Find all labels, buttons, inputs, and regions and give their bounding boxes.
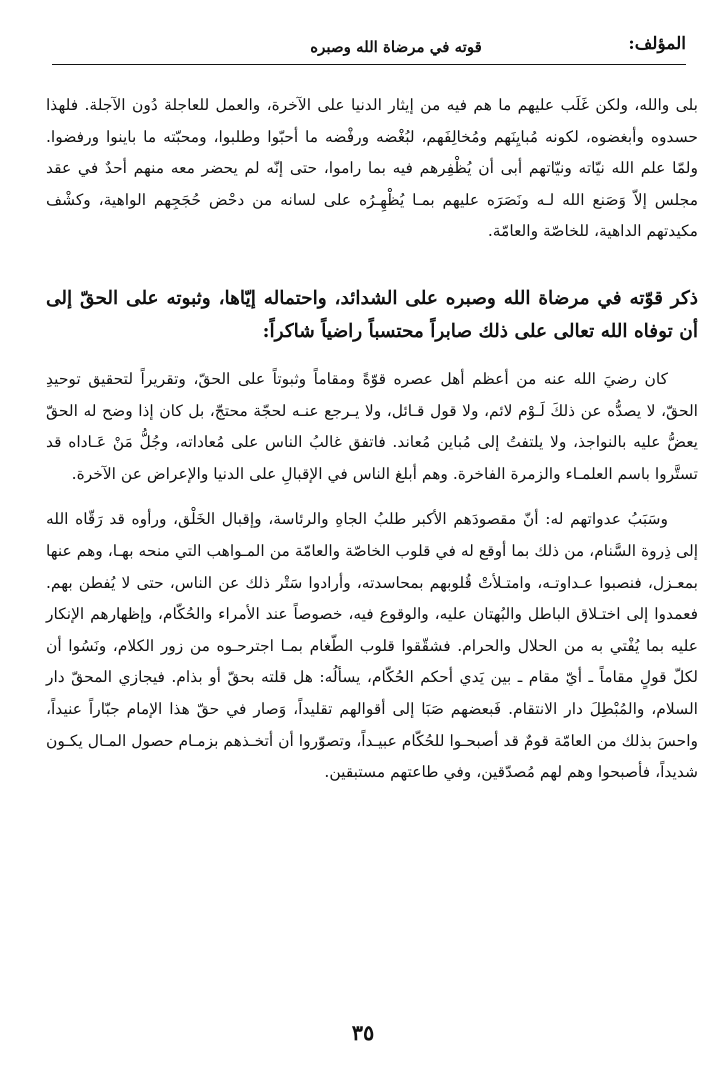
- paragraph: [46, 504, 698, 788]
- paragraph-text: وسَبَبُ عدواتهم له: أنّ مقصودَهم الأكبر طلبُ الجاهِ والرئاسة، وإقبال الخَلْق، ورأوه قد رَقّاه الله إلى ذِروة السَّنام، من ذلك بما أوقع له في قلوب الخاصّة والعامّة من المـواهب التي منحه بهـا، وهم عنها بمعـزل، فنصبوا عـداوتـه، وامتـلأتْ قُلوبهم بمحاسدته، وأرادوا سَتْر ذلك عن الناس، حتى لا يُفطن بهم. فعمدوا إلى اختـلاق الباطل والبُهتان عليه، والوقوع فيه، خصوصاً عند الأمراء والحُكّام، وإظهارهم الإنكار عليه بما يُفْتي به من الحلال والحرام. فشقّقوا قلوب الطّغام بمـا اجترحـوه من زور الكلام، ونَسُوا أن لكلّ قولٍ مقاماً ـ أيّ مقام ـ بين يَدي أحكم الحُكّام، يسألُه: هل قلته بحقّ أو بذام. فيجازي المحقّ دار السلام، والمُبْطِلَ دار الانتقام. فَبعضهم صَبَا إلى أقوالهم تقليداً، وَصار في حقّ هذا الإمام جبّاراً عنيداً، واحسَ بذلك من العامّة قومٌ قد أصبحـوا للحُكّام عبيـداً، وتصوّروا أن أتخـذهم بزمـام حصول المـال يكـون شديداً، فأصبحوا وهم لهم مُصدّقين، وفي طاعتهم مستبقين.: [46, 510, 698, 782]
- page-number: ٣٥: [351, 1020, 375, 1045]
- header-author-label: المؤلف:: [628, 34, 686, 54]
- paragraph: [46, 364, 698, 490]
- header-chapter-title: قوته في مرضاة الله وصبره: [310, 38, 482, 56]
- running-header: [52, 30, 686, 65]
- page-body: [46, 90, 698, 803]
- paragraph: بلى والله، ولكن غَلَب عليهم ما هم فيه من إيثار الدنيا على الآخرة، والعمل للعاجلة دُون الآجلة. فلهذا حسدوه وأبغضوه، لكونه مُبايِنَهم ومُخالِفَهم، لبُغْضه ورفْضه ما أحبّوا وطلبوا، ومحبّته ما باينوا ورفضوا. ولمّا علم الله نيّاته ونيّاتهم أبى أن يُظْفِرهم فيه بما راموا، حتى إنّه لم يحضر معه منهم أحدٌ في عقد مجلس إلاّ وَصَنع الله لـه ونَصَرَه عليهم بمـا يُظْهِـرُه على لسانه من دحْض حُجَجِهم الواهية، وكشْف مكيدتهم الداهية، للخاصّة والعامّة.: [46, 96, 698, 241]
- section-heading: ذكر قوّته في مرضاة الله وصبره على الشدائد، واحتماله إيّاها، وثبوته على الحقّ إلى أن توفاه الله تعالى على ذلك صابراً محتسباً راضياً شاكراً:: [46, 287, 698, 342]
- paragraph-text: كان رضيَ الله عنه من أعظم أهل عصره قوّةً ومقاماً وثبوتاً على الحقّ، وتقريراً لتحقيق توحيدِ الحقّ، لا يصدُّه عن ذلكَ لَـوْم لائم، ولا قول قـائل، ولا يـرجع عنـه لحجّة محتجّ، بل كان إذا وضح له الحقّ يعضُّ عليه بالنواجذ، ولا يلتفتُ إلى مُباين مُعاند. فاتفق غالبُ الناس على مُعاداته، وجُلُّ مَنْ عَـاداه قد تستَّروا باسم العلمـاء والزمرة الفاخرة. وهم أبلغ الناس في الإقبالِ على الدنيا والإعراض عن الآخرة.: [46, 369, 698, 483]
